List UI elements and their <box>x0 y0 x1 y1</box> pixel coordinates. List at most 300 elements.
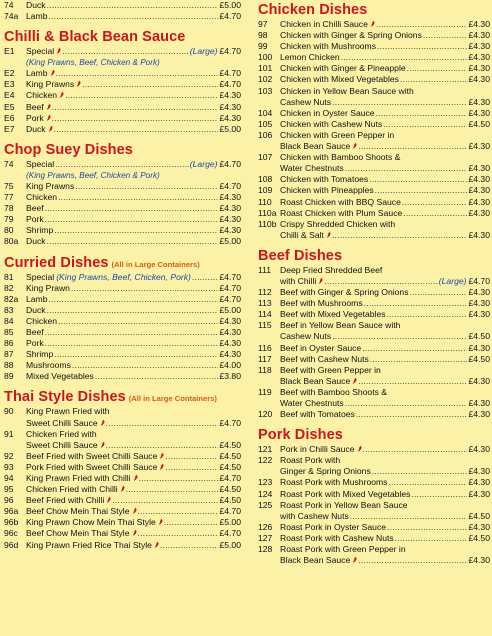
item-name: Beef <box>26 101 44 112</box>
item-number: 99 <box>258 41 268 52</box>
chili-icon <box>48 125 53 132</box>
item-number: 83 <box>4 304 14 315</box>
item-price: £4.70 <box>219 271 241 282</box>
item-name: Roast Pork with <box>280 455 341 466</box>
item-price: £4.30 <box>468 375 490 386</box>
item-price: £4.70 <box>219 417 241 428</box>
menu-item <box>258 533 490 544</box>
item-inline-note: (King Prawns, Beef, Chicken, Pork) <box>56 271 191 282</box>
dot-leader <box>45 338 219 349</box>
item-number: 127 <box>258 532 273 543</box>
item-price: £4.50 <box>468 532 490 543</box>
item-number: 97 <box>258 19 268 29</box>
item-price: £4.30 <box>468 342 490 353</box>
menu-item <box>4 371 241 382</box>
item-price: £4.30 <box>468 163 490 174</box>
item-price: £4.30 <box>219 214 241 225</box>
item-name: King Prawns <box>26 79 75 90</box>
menu-item <box>4 327 241 338</box>
item-price: £4.70 <box>219 79 241 90</box>
item-sub-note: (King Prawns, Beef, Chicken & Pork) <box>26 58 160 68</box>
item-price: £4.70 <box>219 506 241 517</box>
menu-item <box>258 444 490 455</box>
item-number: E1 <box>4 46 15 57</box>
dot-leader <box>165 451 218 462</box>
dot-leader <box>62 46 189 57</box>
item-name-line2: Sweet Chilli Sauce <box>26 439 98 450</box>
item-name: Chicken with Ginger & Pineapple <box>280 63 406 74</box>
dot-leader <box>423 30 468 41</box>
menu-item <box>4 192 241 203</box>
item-number: 105 <box>258 118 273 129</box>
dot-leader <box>52 113 219 124</box>
dot-leader <box>377 41 467 52</box>
dot-leader <box>332 331 467 342</box>
item-number: 96 <box>4 495 14 506</box>
item-name: Shrimp <box>26 349 54 360</box>
item-name: Special <box>26 46 55 57</box>
menu-item <box>258 320 490 331</box>
menu-item <box>258 455 490 466</box>
item-number: 89 <box>4 371 14 382</box>
item-name-line2: with Chilli <box>280 275 317 286</box>
item-number: 121 <box>258 444 273 455</box>
item-number: 94 <box>4 473 14 483</box>
item-name: Lamb <box>26 68 48 79</box>
menu-item <box>258 354 490 365</box>
menu-item <box>4 79 241 90</box>
item-name-line2: Cashew Nuts <box>280 331 332 342</box>
item-number: E7 <box>4 123 15 134</box>
menu-item-continued <box>258 376 490 387</box>
item-name: Chicken <box>26 192 58 203</box>
item-price: £4.70 <box>219 473 241 483</box>
item-price: £4.30 <box>468 398 490 408</box>
chili-icon <box>50 69 55 76</box>
menu-item <box>4 517 241 528</box>
menu-item-continued <box>258 276 490 287</box>
menu-item <box>258 365 490 376</box>
item-name: Chicken in Oyster Sauce <box>280 107 375 118</box>
item-number: 85 <box>4 326 14 337</box>
menu-item <box>258 119 490 130</box>
dot-leader <box>383 119 467 130</box>
dot-leader <box>65 90 218 101</box>
chili-icon <box>370 20 375 27</box>
item-price: £4.50 <box>219 495 241 506</box>
chili-icon <box>158 518 163 525</box>
item-number: 96c <box>4 528 18 539</box>
menu-item-continued <box>258 398 490 409</box>
item-name: Beef <box>26 326 44 337</box>
menu-item <box>4 305 241 316</box>
menu-item <box>4 429 241 440</box>
menu-item <box>4 506 241 517</box>
item-name: Deep Fried Shredded Beef <box>280 264 383 275</box>
chili-icon <box>56 47 61 54</box>
item-name: Duck <box>26 0 46 10</box>
menu-item <box>4 203 241 214</box>
item-price: £4.70 <box>219 293 241 304</box>
item-name: Beef <box>26 203 44 214</box>
dot-leader <box>72 360 219 371</box>
item-name: Roast Pork with Mixed Vegetables <box>280 488 411 499</box>
item-number: E4 <box>4 90 15 101</box>
chili-icon <box>106 496 111 503</box>
chili-icon <box>159 452 164 459</box>
menu-item <box>258 287 490 298</box>
item-name: Beef with Cashew Nuts <box>280 353 369 364</box>
chili-icon <box>133 474 138 481</box>
item-price: £4.30 <box>468 52 490 63</box>
dot-leader <box>138 506 219 517</box>
menu-item <box>258 409 490 420</box>
dot-leader <box>400 74 468 85</box>
dot-leader <box>358 141 467 152</box>
item-name: Mixed Vegetables <box>26 371 94 382</box>
item-price: £4.50 <box>468 118 490 129</box>
dot-leader <box>345 163 468 174</box>
chili-icon <box>132 507 137 514</box>
item-number: 108 <box>258 174 273 185</box>
item-price: £4.30 <box>468 96 490 107</box>
menu-item <box>258 41 490 52</box>
menu-item <box>4 495 241 506</box>
item-name: Roast Pork with Cashew Nuts <box>280 532 394 543</box>
item-price: £4.30 <box>468 229 490 240</box>
dot-leader <box>82 79 218 90</box>
item-number: 88 <box>4 360 14 371</box>
dot-leader <box>411 489 467 500</box>
dot-leader <box>358 376 467 387</box>
menu-item <box>4 360 241 371</box>
item-name: Beef with Green Pepper in <box>280 364 381 375</box>
item-price: £4.50 <box>468 331 490 342</box>
dot-leader <box>139 473 219 484</box>
item-price: £4.30 <box>468 521 490 532</box>
dot-leader <box>376 108 468 119</box>
menu-item <box>258 208 490 219</box>
dot-leader <box>58 316 218 327</box>
menu-item <box>4 0 241 11</box>
item-number: E6 <box>4 112 15 123</box>
item-name: Chicken <box>26 90 58 101</box>
menu-column-left <box>4 0 241 551</box>
menu-item-continued <box>258 511 490 522</box>
item-price: £5.00 <box>219 304 241 315</box>
menu-item-continued <box>258 230 490 241</box>
chili-icon <box>59 91 64 98</box>
item-number: 87 <box>4 349 14 360</box>
menu-item <box>258 130 490 141</box>
chili-icon <box>120 485 125 492</box>
item-price: £4.30 <box>219 225 241 236</box>
menu-item <box>258 477 490 488</box>
dot-leader <box>363 444 468 455</box>
menu-item <box>4 181 241 192</box>
item-number: 111 <box>258 264 272 275</box>
chili-icon <box>100 441 105 448</box>
item-name-line2: with Cashew Nuts <box>280 510 349 521</box>
item-number: 95 <box>4 484 14 495</box>
item-price: £5.00 <box>219 539 241 550</box>
item-price: £4.50 <box>219 439 241 450</box>
item-number: 110 <box>258 196 272 207</box>
item-price: £4.30 <box>468 309 490 320</box>
item-number: 117 <box>258 353 272 364</box>
section-title <box>4 29 241 46</box>
item-price: £4.70 <box>468 275 490 286</box>
menu-item <box>4 90 241 101</box>
item-number: 82a <box>4 293 19 304</box>
item-name: Chicken with Tomatoes <box>280 174 369 185</box>
menu-item <box>4 214 241 225</box>
section-title-note: (All in Large Containers) <box>128 394 217 404</box>
item-name: Chicken with Green Pepper in <box>280 129 395 140</box>
item-number: 106 <box>258 129 273 140</box>
item-name: Duck <box>26 304 46 315</box>
item-name-line2: Sweet Chilli Sauce <box>26 417 98 428</box>
menu-item <box>4 102 241 113</box>
chili-icon <box>132 529 137 536</box>
item-price: £4.30 <box>219 101 241 112</box>
section-title <box>4 389 241 406</box>
item-price: £4.30 <box>468 287 490 298</box>
menu-item <box>4 349 241 360</box>
dot-leader <box>332 97 467 108</box>
item-price: £4.70 <box>219 528 241 539</box>
item-price: £4.30 <box>219 326 241 337</box>
section-title <box>258 427 490 444</box>
dot-leader <box>55 159 189 170</box>
item-number: E5 <box>4 101 15 112</box>
item-price: £4.30 <box>468 107 490 118</box>
item-price: £4.30 <box>468 63 490 74</box>
item-name: Roast Pork with Mushrooms <box>280 477 388 488</box>
item-price: £4.70 <box>219 46 241 57</box>
section-title-text: Thai Style Dishes <box>4 389 126 406</box>
dot-leader <box>112 495 218 506</box>
item-number: 74 <box>4 158 14 169</box>
item-number: 119 <box>258 386 272 397</box>
item-name: Beef Chow Mein Thai Style <box>26 506 130 517</box>
menu-item <box>4 159 241 170</box>
item-number: 90 <box>4 406 14 417</box>
item-price: £4.70 <box>219 68 241 79</box>
item-price: £4.30 <box>468 409 490 420</box>
item-name: Mushrooms <box>26 360 71 371</box>
menu-item <box>4 406 241 417</box>
item-number: 92 <box>4 450 14 461</box>
dot-leader <box>332 230 468 241</box>
menu-item <box>258 219 490 230</box>
section-title-text: Chop Suey Dishes <box>4 141 133 158</box>
item-name: Chicken with Cashew Nuts <box>280 118 383 129</box>
section-title <box>4 142 241 159</box>
dot-leader <box>370 354 468 365</box>
item-price: £4.30 <box>219 112 241 123</box>
item-price: £4.30 <box>468 444 490 455</box>
item-name: King Prawn Chow Mein Thai Style <box>26 517 156 528</box>
menu-item <box>4 451 241 462</box>
chili-icon <box>318 277 323 284</box>
item-number: 79 <box>4 214 14 225</box>
menu-item <box>258 265 490 276</box>
item-size-note: (Large) <box>438 275 467 286</box>
item-price: £4.30 <box>219 90 241 101</box>
item-name: Roast Pork in Oyster Sauce <box>280 521 387 532</box>
item-number: 91 <box>4 428 14 439</box>
item-price: £4.70 <box>219 11 241 22</box>
section-title-text: Chilli & Black Bean Sauce <box>4 29 186 46</box>
item-name: Pork <box>26 338 44 349</box>
item-name: Special <box>26 271 55 282</box>
menu-item <box>258 298 490 309</box>
item-name: Special <box>26 158 55 169</box>
item-number: 93 <box>4 461 14 472</box>
chili-icon <box>352 556 357 563</box>
menu-item <box>4 124 241 135</box>
item-price: £4.30 <box>219 192 241 203</box>
item-price: £4.50 <box>219 461 241 472</box>
dot-leader <box>47 0 219 11</box>
dot-leader <box>324 276 437 287</box>
item-name: Crispy Shredded Chicken with <box>280 218 396 229</box>
item-price: £4.70 <box>219 158 241 169</box>
dot-leader <box>369 174 467 185</box>
menu-item <box>258 74 490 85</box>
menu-item <box>4 46 241 57</box>
section-title <box>258 248 490 265</box>
menu-item <box>258 387 490 398</box>
item-name: Beef Fried with Sweet Chilli Sauce <box>26 450 158 461</box>
item-name: Chicken with Pineapples <box>280 185 374 196</box>
item-price: £4.30 <box>468 185 490 196</box>
item-size-note: (Large) <box>189 46 218 57</box>
dot-leader <box>387 522 467 533</box>
menu-item <box>4 294 241 305</box>
item-number: 128 <box>258 544 273 555</box>
dot-leader <box>49 11 219 22</box>
menu-item <box>4 316 241 327</box>
item-name: Pork Fried with Sweet Chilli Sauce <box>26 461 158 472</box>
item-number: 124 <box>258 488 273 499</box>
dot-leader <box>362 343 467 354</box>
menu-item <box>4 113 241 124</box>
menu-item <box>258 174 490 185</box>
menu-item <box>258 197 490 208</box>
item-price: £4.30 <box>468 207 490 218</box>
section-title-text: Beef Dishes <box>258 247 343 264</box>
item-number: 96a <box>4 506 19 517</box>
item-name-line2: Cashew Nuts <box>280 96 332 107</box>
item-name: Roast Chicken with Plum Sauce <box>280 207 403 218</box>
menu-item <box>4 236 241 247</box>
menu-item <box>258 52 490 63</box>
item-price: £4.30 <box>468 196 490 207</box>
dot-leader <box>75 181 218 192</box>
section-title <box>258 2 490 19</box>
dot-leader <box>387 309 468 320</box>
menu-item-continued <box>4 440 241 451</box>
item-name: Duck <box>26 236 46 247</box>
item-name: Pork <box>26 214 44 225</box>
item-number: 75 <box>4 180 14 191</box>
item-price: £4.30 <box>468 74 490 85</box>
item-name: King Prawn <box>26 282 70 293</box>
chili-icon <box>76 80 81 87</box>
menu-item-continued <box>258 97 490 108</box>
item-number: 115 <box>258 320 272 331</box>
item-number: 126 <box>258 521 273 532</box>
dot-leader <box>45 203 219 214</box>
menu-item <box>258 500 490 511</box>
dot-leader <box>388 477 467 488</box>
item-price: £4.70 <box>219 282 241 293</box>
item-name-line2: Water Chestnuts <box>280 398 344 408</box>
item-number: 125 <box>258 499 273 510</box>
item-number: 113 <box>258 298 272 309</box>
item-number: 86 <box>4 338 14 349</box>
dot-leader <box>375 185 468 196</box>
dot-leader <box>126 484 219 495</box>
menu-item <box>258 63 490 74</box>
item-name: King Prawn Fried with <box>26 406 110 417</box>
item-number: 102 <box>258 74 273 85</box>
menu-item <box>4 283 241 294</box>
item-name-line2: Black Bean Sauce <box>280 555 351 566</box>
item-price: £4.30 <box>219 203 241 214</box>
chili-icon <box>46 114 51 121</box>
item-number: 81 <box>4 271 14 282</box>
dot-leader <box>345 398 468 409</box>
dot-leader <box>71 283 219 294</box>
item-name: Chicken in Chilli Sauce <box>280 19 368 29</box>
dot-leader <box>54 225 218 236</box>
chili-icon <box>159 463 164 470</box>
menu-item <box>258 309 490 320</box>
item-number: 118 <box>258 364 272 375</box>
menu-item <box>258 108 490 119</box>
item-name: Chicken Fried with Chilli <box>26 484 118 495</box>
chili-icon <box>357 445 362 452</box>
menu-item <box>4 473 241 484</box>
item-number: 96d <box>4 539 19 550</box>
item-number: 82 <box>4 282 14 293</box>
dot-leader <box>165 462 218 473</box>
dot-leader <box>47 305 219 316</box>
dot-leader <box>58 192 218 203</box>
item-name-line2: Black Bean Sauce <box>280 141 351 152</box>
item-name: Roast Chicken with BBQ Sauce <box>280 196 401 207</box>
chili-icon <box>326 231 331 238</box>
item-number: 120 <box>258 409 273 420</box>
item-name: Roast Pork with Green Pepper in <box>280 544 406 555</box>
item-price: £4.70 <box>219 180 241 191</box>
item-name: Duck <box>26 123 46 134</box>
item-name: Beef in Oyster Sauce <box>280 342 362 353</box>
item-number: 107 <box>258 152 273 163</box>
item-name: Beef in Yellow Bean Sauce with <box>280 320 401 331</box>
dot-leader <box>395 533 468 544</box>
item-name: Chicken <box>26 315 58 326</box>
item-price: £4.30 <box>468 19 490 29</box>
item-number: 98 <box>258 30 268 41</box>
item-name: Chicken Fried with <box>26 428 97 439</box>
item-name: Roast Pork in Yellow Bean Sauce <box>280 499 408 510</box>
item-number: 101 <box>258 63 273 74</box>
menu-item-continued <box>258 141 490 152</box>
